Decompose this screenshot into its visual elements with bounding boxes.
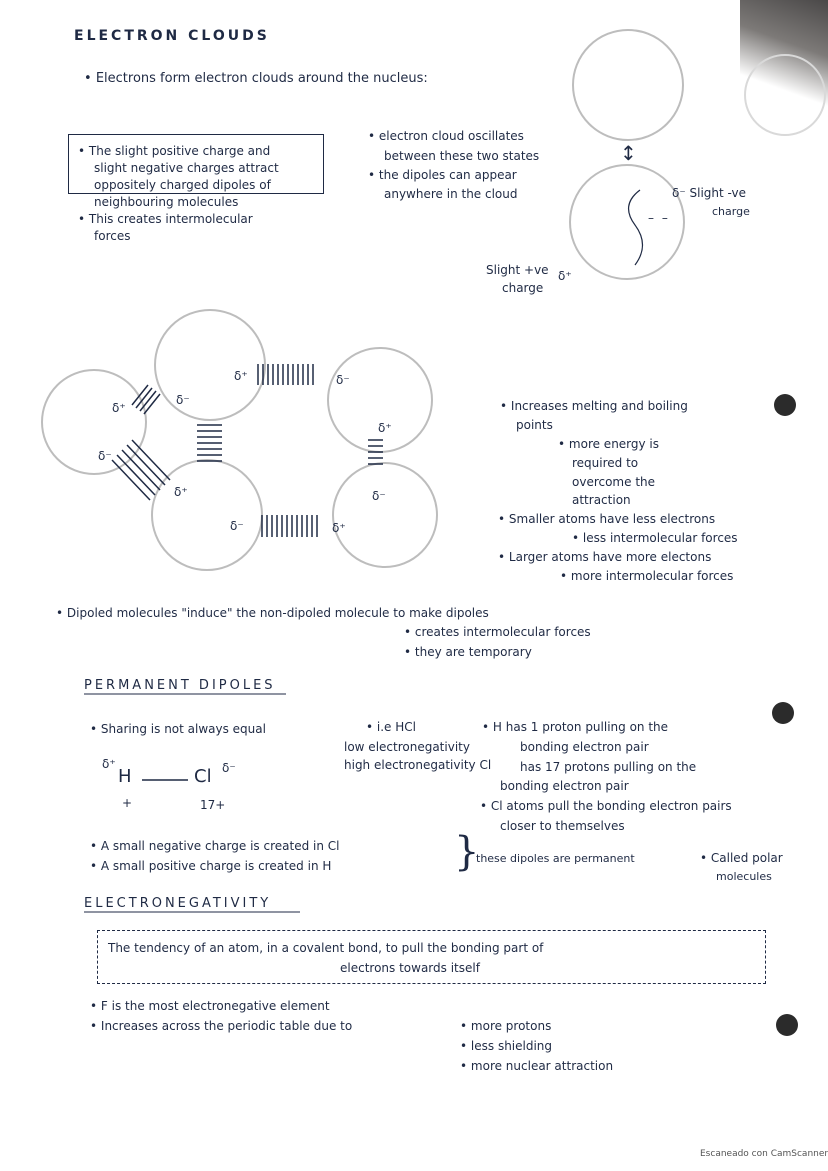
delta-label-5: δ⁺ [378, 421, 392, 435]
effects-line-5: overcome the [572, 475, 656, 489]
sharing-line-text: Sharing is not always equal [100, 722, 266, 736]
reason-2: • less shielding [460, 1039, 553, 1053]
effects-line-2: points [516, 418, 553, 432]
bonding-pair-2: bonding electron pair [500, 779, 629, 793]
box-line-5-text: This creates intermolecular [88, 212, 253, 226]
effects-line-7-text: Smaller atoms have less electrons [508, 512, 716, 526]
heading-permanent-dipoles: PERMANENT DIPOLES [84, 678, 276, 693]
scan-dot-3 [776, 1014, 798, 1036]
effects-line-3-text: more energy is [568, 437, 660, 451]
brace-icon: } [454, 829, 480, 875]
scan-dot-2 [772, 702, 794, 724]
delta-label-2: δ⁻ [336, 373, 350, 387]
cl-delta-minus: δ⁻ [222, 761, 236, 775]
box-line-4: neighbouring molecules [94, 195, 239, 209]
osc-line-1-text: electron cloud oscillates [378, 129, 524, 143]
dipoled-line-1: • Dipoled molecules "induce" the non-dipoled molecule to make dipoles [56, 606, 489, 620]
reason-2-text: less shielding [470, 1039, 553, 1053]
clouds-intro-text: Electrons form electron clouds around the nucleus: [95, 71, 428, 86]
bonding-pair-1: bonding electron pair [520, 740, 649, 754]
reason-3: • more nuclear attraction [460, 1059, 614, 1073]
effects-line-1: • Increases melting and boiling [500, 399, 688, 413]
h-plus-label: + [122, 796, 133, 810]
effects-line-8: • less intermolecular forces [572, 531, 738, 545]
delta-label-8: δ⁻ [372, 489, 386, 503]
pos-charge-line-text: A small positive charge is created in H [100, 859, 332, 873]
dipoled-line-2: • creates intermolecular forces [404, 625, 591, 639]
heading-electron-clouds: ELECTRON CLOUDS [74, 28, 270, 44]
scanner-watermark: Escaneado con CamScanner [700, 1149, 828, 1159]
slight-negative-label: δ⁻ Slight -ve [672, 186, 747, 200]
effects-line-3: • more energy is [558, 437, 660, 451]
high-en: high electronegativity Cl [344, 758, 492, 772]
box-line-3: oppositely charged dipoles of [94, 178, 271, 192]
molecule-circle-4 [152, 460, 262, 570]
ie-hcl-text: i.e HCl [376, 720, 416, 734]
delta-plus-label: δ⁺ [558, 269, 572, 283]
corner-circle [745, 55, 825, 135]
cl-atoms-line: • Cl atoms pull the bonding electron pairs [480, 799, 732, 813]
box-line-6: forces [94, 229, 131, 243]
delta-label-4: δ⁻ [176, 393, 190, 407]
dipoled-line-3-text: they are temporary [414, 645, 532, 659]
effects-line-1-text: Increases melting and boiling [510, 399, 688, 413]
osc-line-3: • the dipoles can appear [368, 168, 517, 182]
cl-has-line: has 17 protons pulling on the [520, 760, 697, 774]
oscillation-arrow-icon: ↕ [620, 141, 637, 165]
molecule-circle-5 [333, 463, 437, 567]
effects-line-8-text: less intermolecular forces [582, 531, 738, 545]
dipoled-line-3: • they are temporary [404, 645, 532, 659]
box-line-1-text: The slight positive charge and [88, 144, 271, 158]
reason-1: • more protons [460, 1019, 552, 1033]
cl-atom-label: Cl [194, 766, 212, 787]
effects-line-10: • more intermolecular forces [560, 569, 734, 583]
pos-charge-line: • A small positive charge is created in H [90, 859, 332, 873]
osc-line-2: between these two states [384, 149, 540, 163]
definition-line-2: electrons towards itself [340, 961, 480, 975]
cl-17-label: 17+ [200, 798, 226, 812]
dipole-edge [629, 190, 643, 265]
osc-line-3-text: the dipoles can appear [378, 168, 517, 182]
f-line-text: F is the most electronegative element [100, 999, 330, 1013]
h-atom-label: H [118, 766, 132, 787]
osc-line-4: anywhere in the cloud [384, 187, 518, 201]
scan-dot-1 [774, 394, 796, 416]
cl-atoms-line-text: Cl atoms pull the bonding electron pairs [490, 799, 732, 813]
increases-line: • Increases across the periodic table due to [90, 1019, 353, 1033]
increases-line-text: Increases across the periodic table due to [100, 1019, 353, 1033]
low-en: low electronegativity [344, 740, 470, 754]
slight-positive-label: Slight +ve [486, 263, 549, 277]
effects-line-9-text: Larger atoms have more electons [508, 550, 712, 564]
called-polar-text: Called polar [710, 851, 783, 865]
delta-label-3: δ⁺ [112, 401, 126, 415]
effects-line-4: required to [572, 456, 639, 470]
neg-charge-line-text: A small negative charge is created in Cl [100, 839, 340, 853]
slight-positive-label-2: charge [502, 281, 544, 295]
box-line-5: • This creates intermolecular [78, 212, 253, 226]
f-line: • F is the most electronegative element [90, 999, 330, 1013]
reason-1-text: more protons [470, 1019, 552, 1033]
heading-electronegativity: ELECTRONEGATIVITY [84, 896, 272, 911]
slight-negative-label-2: charge [712, 205, 750, 218]
effects-line-7: • Smaller atoms have less electrons [498, 512, 716, 526]
delta-label-10: δ⁺ [332, 521, 346, 535]
dipoled-line-2-text: creates intermolecular forces [414, 625, 591, 639]
delta-label-6: δ⁻ [98, 449, 112, 463]
sharing-line: • Sharing is not always equal [90, 722, 266, 736]
effects-line-9: • Larger atoms have more electons [498, 550, 712, 564]
polar-molecules: molecules [716, 870, 772, 883]
h-has-line: • H has 1 proton pulling on the [482, 720, 669, 734]
minus-signs: – – [648, 211, 670, 225]
delta-label-9: δ⁻ [230, 519, 244, 533]
h-has-line-text: H has 1 proton pulling on the [492, 720, 669, 734]
effects-line-10-text: more intermolecular forces [570, 569, 734, 583]
delta-label-7: δ⁺ [174, 485, 188, 499]
definition-line-1: The tendency of an atom, in a covalent bond, to pull the bonding part of [108, 941, 544, 955]
closer-line: closer to themselves [500, 819, 625, 833]
neg-charge-line: • A small negative charge is created in Cl [90, 839, 340, 853]
clouds-intro: • Electrons form electron clouds around the nucleus: [84, 71, 428, 86]
molecule-circle-1 [155, 310, 265, 420]
delta-label-1: δ⁺ [234, 369, 248, 383]
dipoled-line-1-text: Dipoled molecules "induce" the non-dipoled molecule to make dipoles [66, 606, 489, 620]
cloud-circle-top [573, 30, 683, 140]
effects-line-6: attraction [572, 493, 631, 507]
permanent-note: these dipoles are permanent [476, 852, 635, 865]
ie-hcl: • i.e HCl [366, 720, 416, 734]
called-polar: • Called polar [700, 851, 783, 865]
reason-3-text: more nuclear attraction [470, 1059, 614, 1073]
box-line-2: slight negative charges attract [94, 161, 279, 175]
h-delta-plus: δ⁺ [102, 757, 116, 771]
box-line-1: • The slight positive charge and [78, 144, 271, 158]
osc-line-1: • electron cloud oscillates [368, 129, 524, 143]
